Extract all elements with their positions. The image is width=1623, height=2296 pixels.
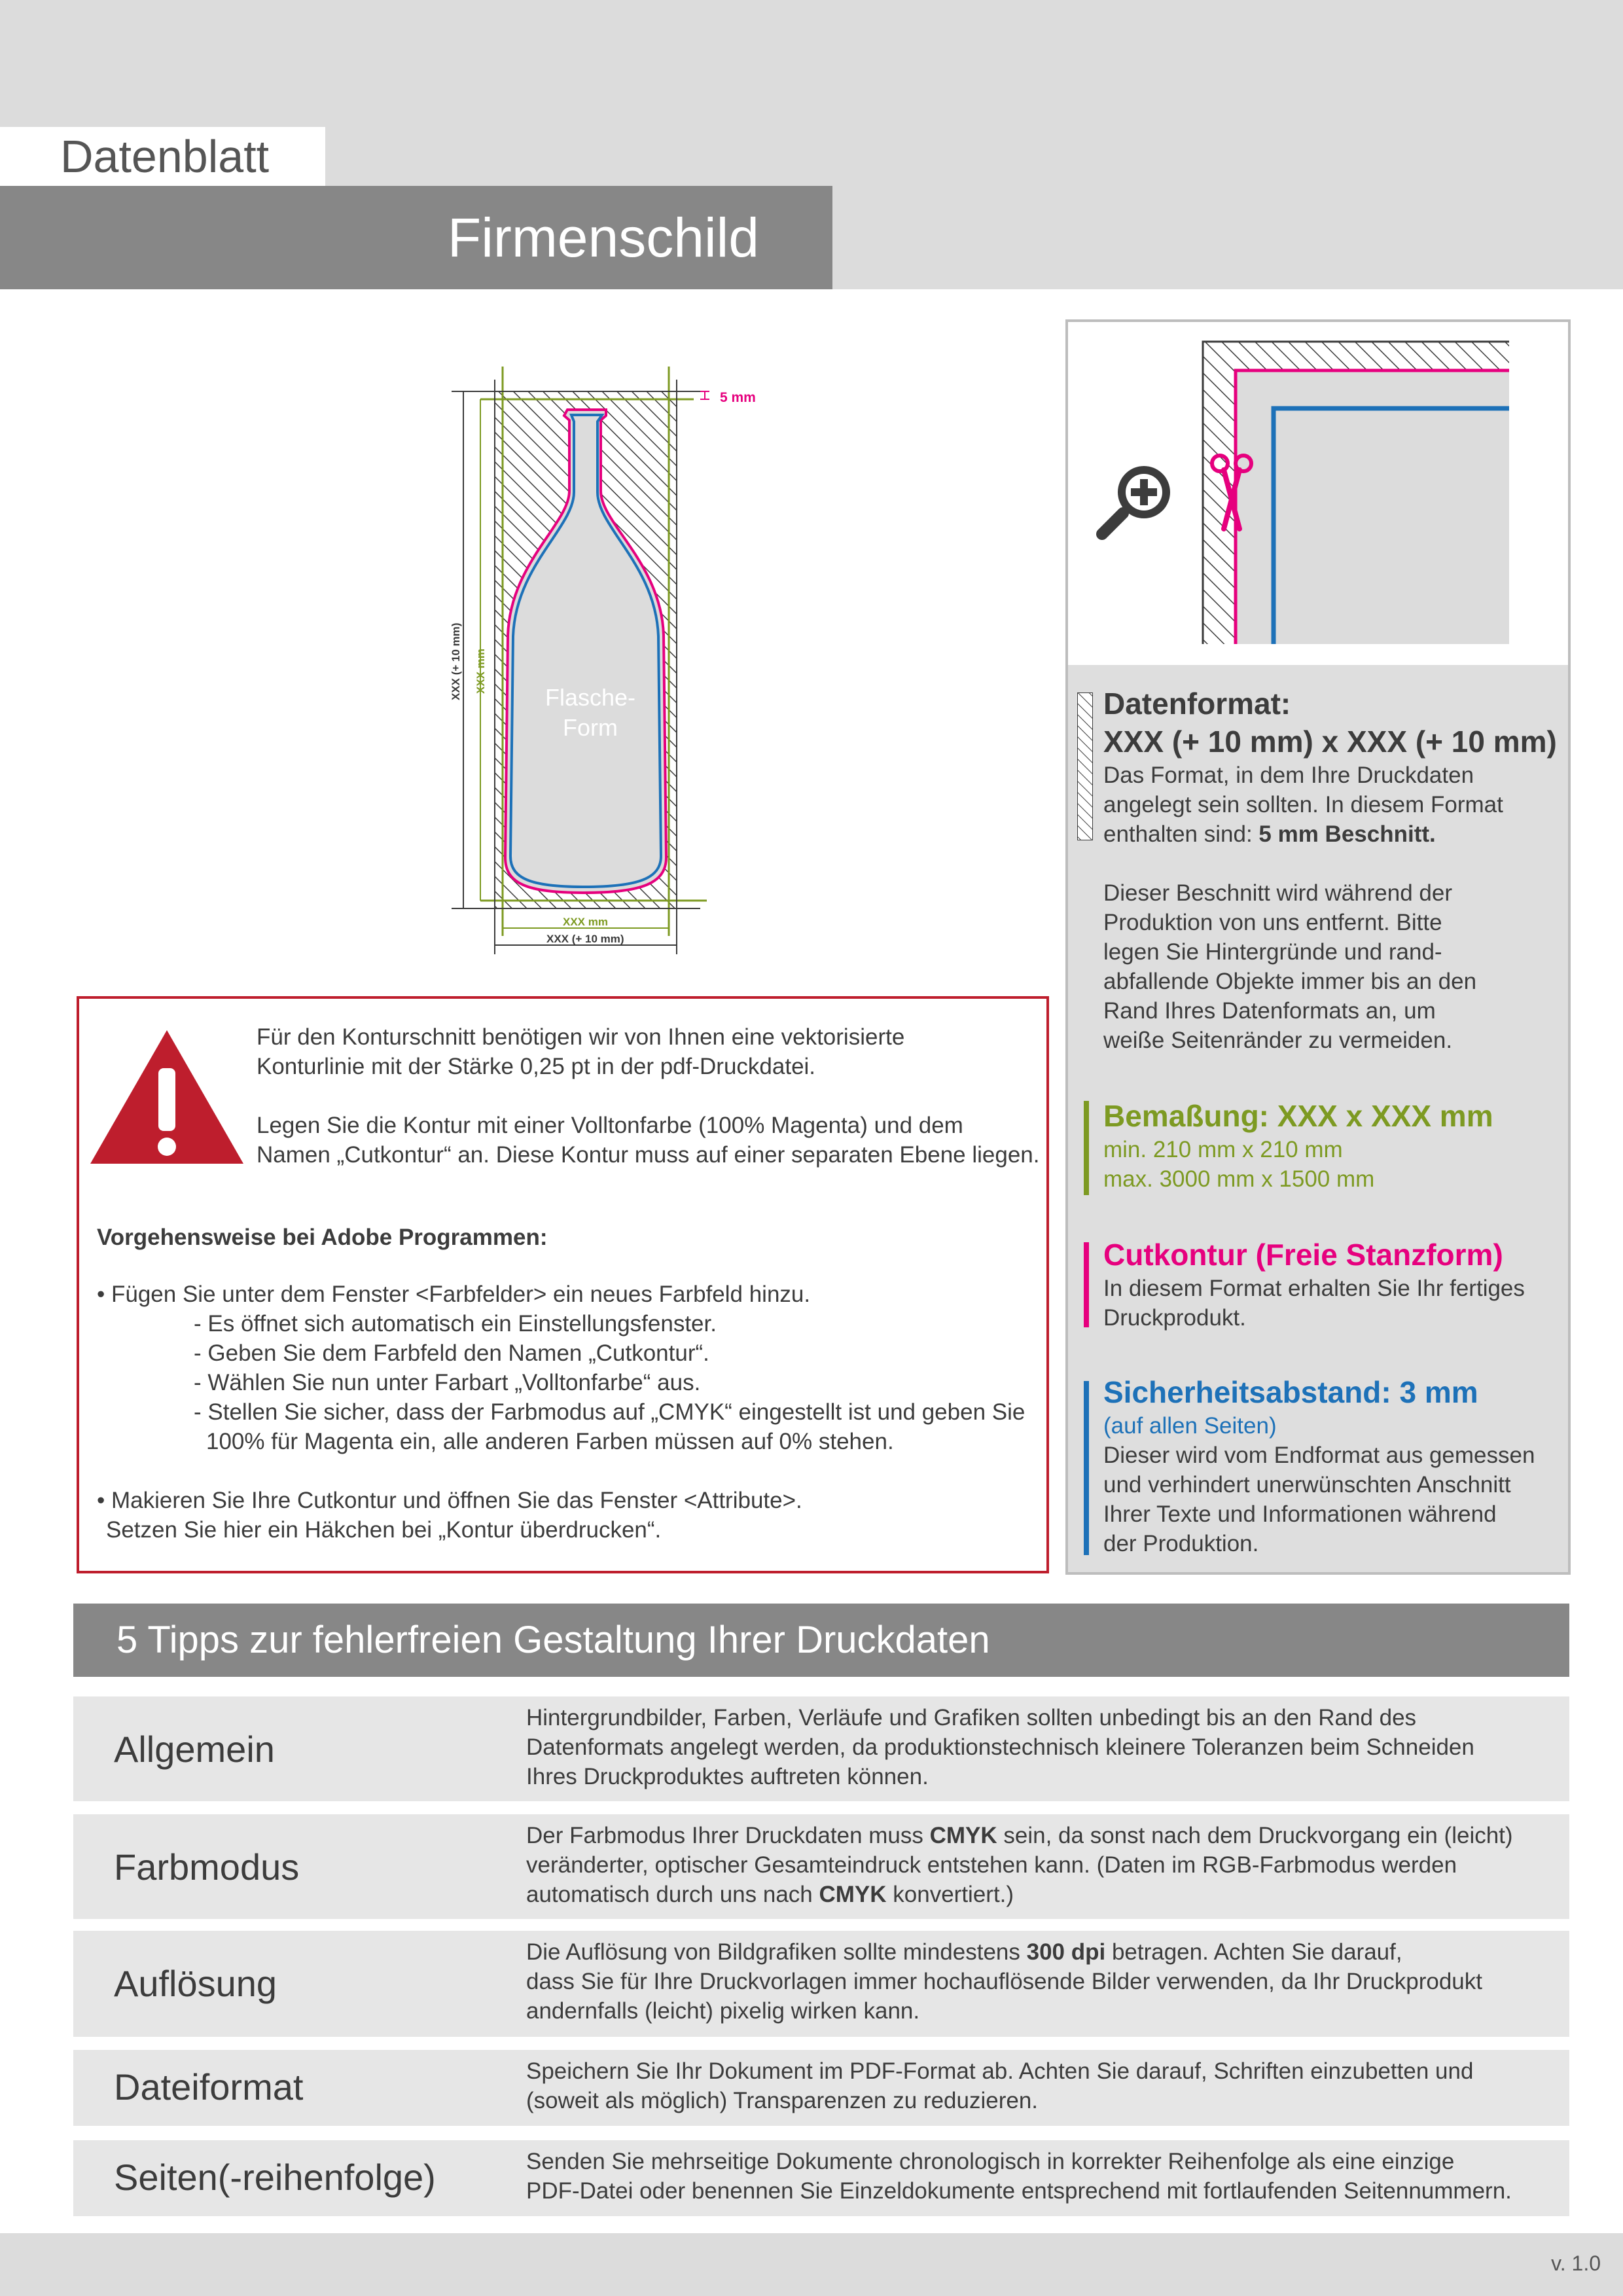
notice-p2-line2: Namen „Cutkontur“ an. Diese Kontur muss auf einer separaten Ebene liegen.: [257, 1142, 1040, 1168]
tip-line: Ihres Druckproduktes auftreten können.: [526, 1764, 929, 1789]
tip-line: [526, 1880, 1547, 1909]
shape-label-line2: Form: [563, 714, 618, 741]
tip-text: [526, 1937, 1547, 2026]
safety-line3: Ihrer Texte und Informationen während: [1103, 1501, 1497, 1527]
bleed-note-line3: legen Sie Hintergründe und rand-: [1103, 939, 1442, 965]
bottle-diagram: [445, 353, 812, 969]
safety-accent-bar: [1084, 1381, 1089, 1555]
safety-margin-block: [1103, 1373, 1561, 1558]
bleed-note-line4: abfallende Objekte immer bis an den: [1103, 969, 1477, 994]
data-format-value: XXX (+ 10 mm) x XXX (+ 10 mm): [1103, 725, 1557, 759]
step-2: - Es öffnet sich automatisch ein Einstellungsfenster.: [194, 1311, 717, 1336]
footer-band: [0, 2233, 1623, 2296]
tip-name: Seiten(-reihenfolge): [114, 2157, 436, 2198]
tip-text: [526, 1821, 1547, 1909]
bleed-note-line2: Produktion von uns entfernt. Bitte: [1103, 910, 1442, 935]
bleed-label: 5 mm: [720, 390, 756, 405]
safety-line2: und verhindert unerwünschten Anschnitt: [1103, 1472, 1511, 1498]
cut-line1: In diesem Format erhalten Sie Ihr fertiges: [1103, 1276, 1525, 1301]
tip-line: andernfalls (leicht) pixelig wirken kann.: [526, 1998, 920, 2024]
tip-span: betragen. Achten Sie darauf,: [1105, 1939, 1402, 1965]
warning-icon: [88, 1028, 246, 1166]
datenblatt-label: Datenblatt: [60, 131, 270, 182]
tip-line: dass Sie für Ihre Druckvorlagen immer hochauflösende Bilder verwenden, da Ihr Druckprodukt: [526, 1969, 1482, 1994]
data-format-block: [1103, 685, 1561, 1055]
data-format-heading: Datenformat:: [1103, 687, 1291, 721]
tip-row-seitenreihenfolge: [73, 2140, 1569, 2216]
tip-row-farbmodus: [73, 1814, 1569, 1919]
dim-outer-horizontal: XXX (+ 10 mm): [546, 933, 624, 945]
bleed-note-line1: Dieser Beschnitt wird während der: [1103, 880, 1453, 906]
tip-row-dateiformat: [73, 2050, 1569, 2126]
cut-heading: Cutkontur (Freie Stanzform): [1103, 1238, 1503, 1272]
step-3: - Geben Sie dem Farbfeld den Namen „Cutkontur“.: [194, 1340, 709, 1366]
data-format-line3-text: enthalten sind:: [1103, 821, 1259, 847]
tip-span: Der Farbmodus Ihrer Druckdaten muss: [526, 1823, 930, 1848]
bleed-note-line5: Rand Ihres Datenformats an, um: [1103, 998, 1436, 1024]
tip-line: Datenformats angelegt werden, da produktionstechnisch kleinere Toleranzen beim Schneiden: [526, 1734, 1474, 1760]
cut-line2: Druckprodukt.: [1103, 1305, 1246, 1331]
size-accent-bar: [1084, 1101, 1089, 1195]
safety-line1: Dieser wird vom Endformat aus gemessen: [1103, 1443, 1535, 1468]
tip-text: [526, 1703, 1547, 1791]
data-format-line2: angelegt sein sollten. In diesem Format: [1103, 792, 1503, 817]
size-block: [1103, 1097, 1561, 1194]
hatch-bar: [1077, 692, 1093, 840]
version-label: v. 1.0: [1551, 2251, 1601, 2275]
step-5b: 100% für Magenta ein, alle anderen Farben müssen auf 0% stehen.: [206, 1429, 894, 1454]
data-format-line3-bold: 5 mm Beschnitt.: [1258, 821, 1436, 847]
size-max: max. 3000 mm x 1500 mm: [1103, 1166, 1375, 1192]
adobe-steps-list: [97, 1280, 1026, 1545]
tip-line: [526, 1821, 1547, 1850]
tip-name: Dateiformat: [114, 2066, 304, 2108]
notice-p1-line1: Für den Konturschnitt benötigen wir von Ihnen eine vektorisierte: [257, 1024, 905, 1050]
dim-inner-vertical: XXX mm: [474, 649, 487, 694]
step-6a: • Makieren Sie Ihre Cutkontur und öffnen Sie das Fenster <Attribute>.: [97, 1488, 802, 1513]
tip-line: PDF-Datei oder benennen Sie Einzeldokumente entsprechend mit fortlaufenden Seitennummern.: [526, 2178, 1512, 2204]
tip-bold: CMYK: [929, 1823, 997, 1848]
tip-line: Senden Sie mehrseitige Dokumente chronologisch in korrekter Reihenfolge als eine einzige: [526, 2149, 1455, 2174]
shape-label-line1: Flasche-: [544, 684, 636, 711]
size-heading: Bemaßung: XXX x XXX mm: [1103, 1099, 1493, 1133]
tip-line: veränderter, optischer Gesamteindruck entstehen kann. (Daten im RGB-Farbmodus werden: [526, 1852, 1457, 1878]
step-6b: Setzen Sie hier ein Häkchen bei „Kontur überdrucken“.: [106, 1517, 662, 1543]
tip-line: [526, 1937, 1547, 1967]
safety-subheading: (auf allen Seiten): [1103, 1413, 1277, 1439]
tip-span: Die Auflösung von Bildgrafiken sollte mindestens: [526, 1939, 1027, 1965]
scissors-icon: [1205, 452, 1258, 537]
tip-row-allgemein: [73, 1696, 1569, 1801]
adobe-steps-heading: Vorgehensweise bei Adobe Programmen:: [97, 1225, 548, 1250]
dim-inner-horizontal: XXX mm: [563, 916, 608, 928]
tip-span: automatisch durch uns nach: [526, 1882, 819, 1907]
notice-paragraph-2: [257, 1111, 1048, 1170]
cut-contour-block: [1103, 1236, 1561, 1333]
data-format-line3: [1103, 819, 1561, 849]
safety-heading: Sicherheitsabstand: 3 mm: [1103, 1375, 1478, 1409]
notice-p2-line1: Legen Sie die Kontur mit einer Volltonfarbe (100% Magenta) und dem: [257, 1113, 963, 1138]
step-5a: - Stellen Sie sicher, dass der Farbmodus auf „CMYK“ eingestellt ist und geben Sie: [194, 1399, 1026, 1425]
tip-line: Hintergrundbilder, Farben, Verläufe und Grafiken sollten unbedingt bis an den Rand des: [526, 1705, 1417, 1731]
page-title: Firmenschild: [447, 207, 759, 268]
size-min: min. 210 mm x 210 mm: [1103, 1137, 1343, 1162]
tip-text: [526, 2147, 1547, 2206]
tip-row-aufloesung: [73, 1931, 1569, 2037]
notice-paragraph-1: [257, 1022, 1029, 1081]
bleed-note-line6: weiße Seitenränder zu vermeiden.: [1103, 1028, 1453, 1053]
tip-span: sein, da sonst nach dem Druckvorgang ein (leicht): [997, 1823, 1513, 1848]
tip-bold: CMYK: [819, 1882, 887, 1907]
tip-line: Speichern Sie Ihr Dokument im PDF-Format ab. Achten Sie darauf, Schriften einzubetten und: [526, 2058, 1474, 2084]
tip-name: Auflösung: [114, 1963, 277, 2004]
cut-accent-bar: [1084, 1242, 1089, 1327]
tip-span: konvertiert.): [886, 1882, 1014, 1907]
magnifier-plus-icon: [1094, 457, 1179, 542]
step-4: - Wählen Sie nun unter Farbart „Volltonfarbe“ aus.: [194, 1370, 701, 1395]
step-1: • Fügen Sie unter dem Fenster <Farbfelder> ein neues Farbfeld hinzu.: [97, 1282, 811, 1307]
tip-line: (soweit als möglich) Transparenzen zu reduzieren.: [526, 2088, 1039, 2113]
safety-line4: der Produktion.: [1103, 1531, 1259, 1556]
tip-text: [526, 2056, 1547, 2115]
notice-p1-line2: Konturlinie mit der Stärke 0,25 pt in der pdf-Druckdatei.: [257, 1054, 816, 1079]
data-format-line1: Das Format, in dem Ihre Druckdaten: [1103, 762, 1474, 788]
tips-title: 5 Tipps zur fehlerfreien Gestaltung Ihrer Druckdaten: [116, 1619, 990, 1661]
tip-bold: 300 dpi: [1026, 1939, 1106, 1965]
tip-name: Allgemein: [114, 1729, 275, 1770]
tip-name: Farbmodus: [114, 1846, 300, 1888]
dim-outer-vertical: XXX (+ 10 mm): [450, 622, 462, 700]
